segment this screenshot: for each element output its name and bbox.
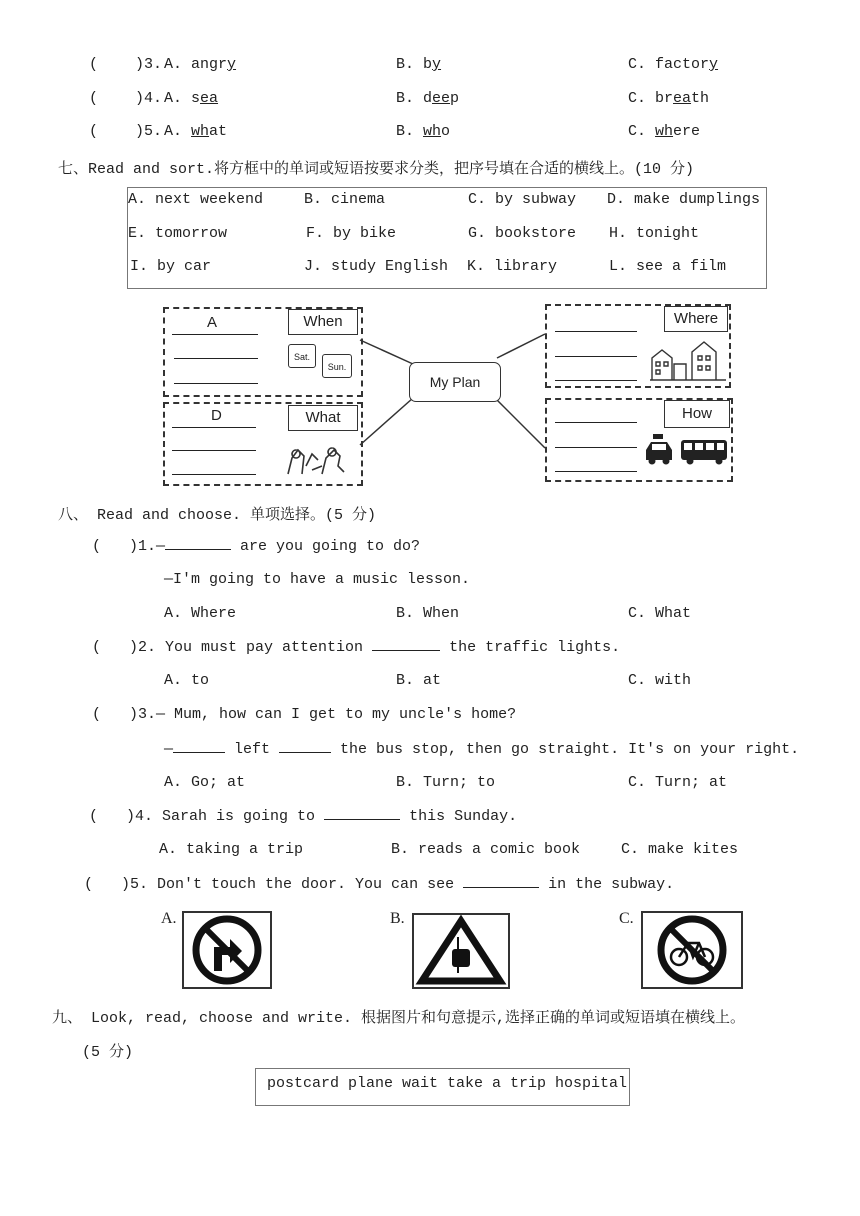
word-a: A. next weekend: [128, 191, 264, 208]
q8-q3-blank-1[interactable]: [173, 740, 225, 753]
when-blank-3[interactable]: [174, 383, 258, 384]
q8-q3-blank-2[interactable]: [279, 740, 331, 753]
q6-5-option-c: C. where: [628, 123, 701, 140]
no-bicycle-icon: [643, 913, 741, 987]
word-g: G. bookstore: [468, 225, 577, 242]
q8-title: 八、 Read and choose. 单项选择。(5 分): [58, 507, 377, 524]
where-blank-3[interactable]: [555, 380, 637, 381]
q8-q4-blank[interactable]: [324, 807, 400, 820]
what-blank-3[interactable]: [172, 474, 256, 475]
what-example-answer: D: [211, 407, 222, 424]
how-blank-2[interactable]: [555, 447, 637, 448]
q8-q4-option-b: B. reads a comic book: [391, 841, 581, 858]
word-c: C. by subway: [468, 191, 577, 208]
when-example-answer: A: [207, 314, 218, 331]
warning-triangle-icon: [414, 915, 508, 987]
q6-3-option-a: A. angry: [164, 56, 237, 73]
buildings-icon: [648, 338, 728, 382]
what-blank-2[interactable]: [172, 450, 256, 451]
q6-item-5: ( )5.: [89, 123, 163, 140]
no-right-turn-icon: [184, 913, 270, 987]
q9-score: (5 分): [82, 1044, 134, 1061]
where-label: Where: [664, 306, 728, 332]
q8-q1-stem: ( )1.— are you going to do?: [92, 538, 421, 555]
when-blank-1[interactable]: [172, 334, 258, 335]
word-l: L. see a film: [609, 258, 727, 275]
q8-q2-blank[interactable]: [372, 638, 440, 651]
when-blank-2[interactable]: [174, 358, 258, 359]
q6-4-option-c: C. breath: [628, 90, 710, 107]
what-blank-1[interactable]: [172, 427, 256, 428]
center-node-my-plan: My Plan: [409, 362, 501, 402]
q8-q1-blank[interactable]: [165, 537, 231, 550]
q8-q5-option-c-label: C.: [619, 910, 634, 927]
word-e: E. tomorrow: [128, 225, 228, 242]
word-j: J. study English: [304, 258, 449, 275]
word-f: F. by bike: [306, 225, 397, 242]
q8-q2-option-a: A. to: [164, 672, 210, 689]
q8-q3-option-a: A. Go; at: [164, 774, 246, 791]
q8-q5-option-a-label: A.: [161, 910, 177, 927]
calendar-sat-icon: Sat.: [288, 344, 316, 368]
q8-q3-stem: ( )3.— Mum, how can I get to my uncle's home?: [92, 706, 517, 723]
q6-item-3: ( )3.: [89, 56, 163, 73]
q8-q1-option-b: B. When: [396, 605, 460, 622]
word-i: I. by car: [130, 258, 212, 275]
q8-q5-option-b-label: B.: [390, 910, 405, 927]
q8-q2-option-b: B. at: [396, 672, 442, 689]
q6-5-option-b: B. who: [396, 123, 451, 140]
q6-4-option-a: A. sea: [164, 90, 219, 107]
q7-title: 七、Read and sort.将方框中的单词或短语按要求分类，把序号填在合适的横线上。(10 分): [58, 161, 695, 178]
q8-q3-option-b: B. Turn; to: [396, 774, 496, 791]
hand-caution-sign: [412, 913, 510, 989]
q6-5-option-a: A. what: [164, 123, 228, 140]
q8-q1-option-a: A. Where: [164, 605, 237, 622]
q8-q2-stem: ( )2. You must pay attention the traffic lights.: [92, 639, 621, 656]
calendar-sun-icon: Sun.: [322, 354, 352, 378]
no-right-turn-sign: [182, 911, 272, 989]
q9-word-list: postcard plane wait take a trip hospital: [267, 1075, 628, 1092]
q8-q5-stem: ( )5. Don't touch the door. You can see in the subway.: [84, 876, 675, 893]
q8-q1-option-c: C. What: [628, 605, 692, 622]
q8-q4-stem: ( )4. Sarah is going to this Sunday.: [89, 808, 518, 825]
q8-q3-option-c: C. Turn; at: [628, 774, 728, 791]
how-blank-1[interactable]: [555, 422, 637, 423]
when-label: When: [288, 309, 358, 335]
q6-3-option-b: B. by: [396, 56, 442, 73]
q6-4-option-b: B. deep: [396, 90, 460, 107]
word-k: K. library: [467, 258, 558, 275]
people-activity-icon: [282, 436, 354, 476]
no-bicycles-sign: [641, 911, 743, 989]
word-b: B. cinema: [304, 191, 386, 208]
where-blank-1[interactable]: [555, 331, 637, 332]
word-h: H. tonight: [609, 225, 700, 242]
q8-q5-blank[interactable]: [463, 875, 539, 888]
how-label: How: [664, 400, 730, 428]
q8-q4-option-c: C. make kites: [621, 841, 739, 858]
q8-q4-option-a: A. taking a trip: [159, 841, 304, 858]
q6-item-4: ( )4.: [89, 90, 163, 107]
q8-q1-reply: —I'm going to have a music lesson.: [164, 571, 471, 588]
q8-q3-reply: — left the bus stop, then go straight. It's on your right.: [164, 741, 800, 758]
taxi-bus-icon: [643, 434, 729, 466]
q9-title: 九、 Look, read, choose and write. 根据图片和句意提示,选择正确的单词或短语填在横线上。: [52, 1010, 746, 1027]
where-blank-2[interactable]: [555, 356, 637, 357]
q8-q2-option-c: C. with: [628, 672, 692, 689]
q6-3-option-c: C. factory: [628, 56, 719, 73]
word-d: D. make dumplings: [607, 191, 761, 208]
q9-word-box: [255, 1068, 630, 1106]
how-blank-3[interactable]: [555, 471, 637, 472]
what-label: What: [288, 405, 358, 431]
